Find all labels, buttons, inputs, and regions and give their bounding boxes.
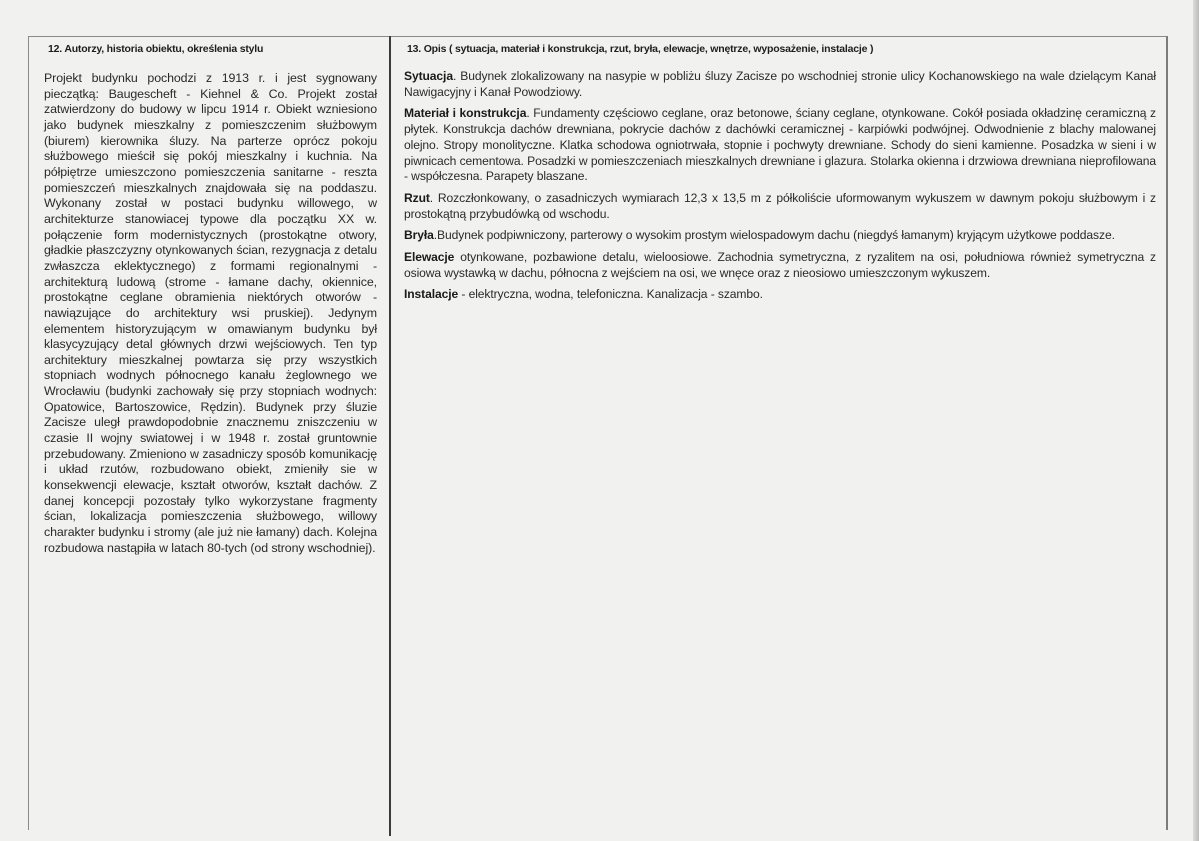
page-edge bbox=[1193, 0, 1199, 841]
section-text: .Budynek podpiwniczony, parterowy o wysokim prostym wielospadowym dachu (niegdyś łamanym) kryjącym użytkowe poddasze. bbox=[433, 228, 1115, 243]
section-installations bbox=[404, 287, 1156, 303]
history-column bbox=[44, 43, 377, 556]
section-material bbox=[404, 106, 1156, 185]
section-text: . Rozczłonkowany, o zasadniczych wymiarach 12,3 x 13,5 m z półkoliście uformowanym wykuszem w dawnym pokoju służbowym i z prostokątną przybudówką od wschodu. bbox=[404, 190, 1156, 221]
section-label: Rzut bbox=[404, 190, 430, 205]
column-divider bbox=[389, 36, 391, 836]
section-text: . Budynek zlokalizowany na nasypie w pobliżu śluzy Zacisze po wschodniej stronie ulicy Kochanowskiego na wale dzielącym Kanał Nawigacyjny i Kanał Powodziowy. bbox=[404, 69, 1156, 99]
section-label: Sytuacja bbox=[404, 69, 453, 83]
section-text: . Fundamenty częściowo ceglane, oraz betonowe, ściany ceglane, otynkowane. Cokół posiada okładzinę ceramiczną z płytek. Konstrukcja dachów drewniana, pokrycie dachów z dachówki ceramicznej - karpiówki podwójnej. Odwodnienie z blachy malowanej olejno. Stropy monolityczne. Klatka schodowa ogniotrwała, stopnie i pochwyty drewniane. Schody do sieni kamienne. Posadzka w sieni i w piwnicach cementowa. Posadzki w pomieszczeniach mieszkalnych drewniane i glazura. Stolarka okienna i drzwiowa drewniana nieprofilowana - współczesna. Parapety blaszane. bbox=[404, 106, 1156, 184]
section-text: otynkowane, pozbawione detalu, wieloosiowe. Zachodnia symetryczna, z ryzalitem na osi, południowa również symetryczna z osiowa wystawką w dachu, północna z wejściem na osi, we wnęce oraz z nieosiowo umieszczonym wykuszem. bbox=[404, 250, 1156, 280]
description-column bbox=[404, 43, 1156, 309]
history-heading: 12. Autorzy, historia obiektu, określenia stylu bbox=[48, 43, 264, 55]
section-situation bbox=[404, 69, 1156, 100]
description-heading: 13. Opis ( sytuacja, materiał i konstrukcja, rzut, bryła, elewacje, wnętrze, wyposażenie, instalacje ) bbox=[407, 43, 874, 55]
section-massing bbox=[404, 228, 1156, 244]
section-label: Bryła bbox=[404, 228, 434, 243]
section-elevations bbox=[404, 250, 1156, 281]
section-label: Instalacje bbox=[404, 287, 459, 302]
section-label: Materiał i konstrukcja bbox=[404, 106, 527, 121]
section-text: - elektryczna, wodna, telefoniczna. Kanalizacja - szambo. bbox=[458, 287, 763, 302]
history-text: Projekt budynku pochodzi z 1913 r. i jest sygnowany pieczątką: Baugescheft - Kiehnel & Co. Projekt został zatwierdzony do budowy w lipcu 1914 r. Obiekt wzniesiono jako budynek mieszkalny z pomieszczenim służbowym (biurem) kierownika śluzy. Na parterze oprócz pokoju służbowego mieścił się pokój mieszkalny i kuchnia. Na półpiętrze umieszczono pomieszczenia sanitarne - reszta pomieszczeń mieszkalnych znajdowała się na poddaszu. Wykonany został w postaci budynku willowego, w architekturze stanowiacej typowe dla początku XX w. połączenie form modernistycznych (prostokątne otwory, gładkie płaszczyzny otynkowanych ścian, rezygnacja z detalu zwłaszcza eklektycznego) z formami regionalnymi - architekturą ludową (strome - łamane dachy, okiennice, prostokątne ceglane obramienia niektórych otworów - nawiązujące do architektury wsi pruskiej). Jedynym elementem historyzującym w omawianym budynku był klasycyzujący detal głównych drzwi wejściowych. Ten typ architektury mieszkalnej powtarza się przy wszystkich stopniach wodnych północnego kanału żeglownego we Wrocławiu (budynki zachowały się przy stopniach wodnych: Opatowice, Bartoszowice, Rędzin). Budynek przy śluzie Zacisze uległ prawdopodobnie znacznemu zniszczeniu w czasie II wojny swiatowej i w 1948 r. został gruntownie przebudowany. Zmieniono w zasadniczy sposób komunikację i układ rzutów, rozbudowano obiekt, zmieniły sie w konsekwencji elewacje, kształt otworów, kształt dachów. Z danej koncepcji pozostały tylko wykorzystane fragmenty ścian, lokalizacja pomieszczenia służbowego, willowy charakter budynku i stromy (ale już nie łamany) dach. Kolejna rozbudowa nastąpiła w latach 80-tych (od strony wschodniej). bbox=[44, 71, 377, 555]
section-plan bbox=[404, 191, 1156, 222]
section-label: Elewacje bbox=[404, 250, 455, 265]
